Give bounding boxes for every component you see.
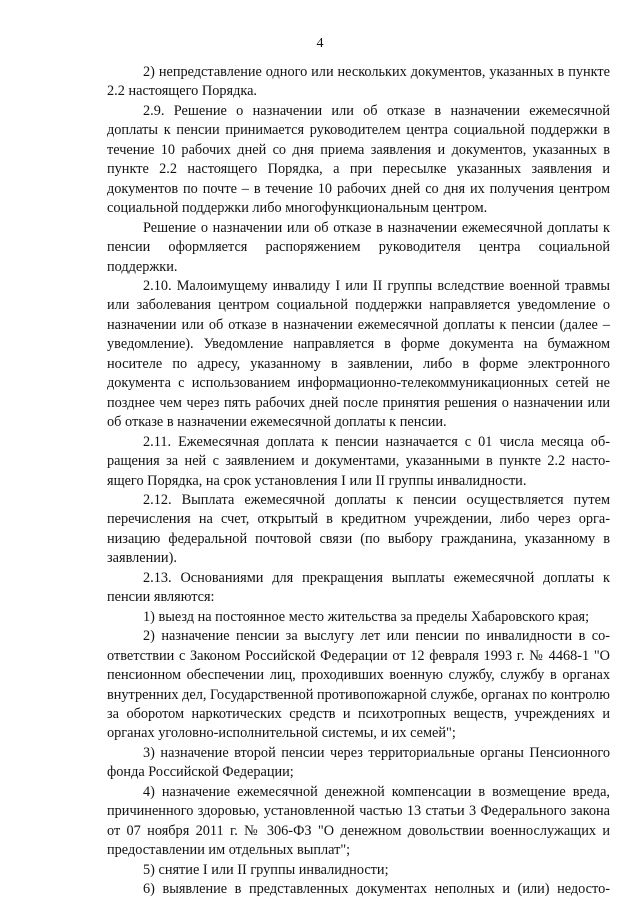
document-body	[107, 63, 610, 899]
paragraph: 2.13. Основаниями для прекращения выплаты ежемесячной доплаты к пенсии являются:	[107, 569, 610, 606]
paragraph: 5) снятие I или II группы инвалидности;	[143, 861, 389, 878]
paragraph: 2.11. Ежемесячная доплата к пенсии назначается с 01 числа месяца обращения за ней с заявлением и документами, указанными в пункте 2.2 настоящего Порядка, на срок установления I или II группы инвалидности.	[107, 433, 610, 489]
paragraph: 2) назначение пенсии за выслугу лет или пенсии по инвалидности в соответствии с Законом Российской Федерации от 12 февраля 1993 г. № 4468-1 "О пенсионном обеспечении лиц, проходивших военную службу, службу в органах внутренних дел, Государственной противопожарной службе, органах по контролю за оборотом наркотических средств и психотропных веществ, учреждениях и органах уголовно-исполнительной системы, и их семей";	[107, 628, 610, 742]
paragraph: 6) выявление в представленных документах неполных и (или) недосто-	[143, 881, 610, 898]
paragraph: 3) назначение второй пенсии через территориальные органы Пенсионного фонда Российской Федерации;	[107, 744, 610, 781]
paragraph: 1) выезд на постоянное место жительства за пределы Хабаровского края;	[143, 608, 590, 625]
paragraph: 2.10. Малоимущему инвалиду I или II группы вследствие военной травмы или заболевания центром социальной поддержки направляется уведомление о назначении или об отказе в назначении ежемесячной доплаты к пенсии (далее – уведомление). Уведомление направляется в форме документа на бумажном носителе по адресу, указанному в заявлении, либо в форме электронного документа с использованием информационно-телекоммуникационных сетей не позднее чем через пять рабочих дней после принятия решения о назначении или об отказе в назначении ежемесячной доплаты к пенсии.	[107, 277, 610, 431]
paragraph: 2.12. Выплата ежемесячной доплаты к пенсии осуществляется путем перечисления на счет, открытый в кредитном учреждении, либо через организацию федеральной почтовой связи (по выбору гражданина, указанному в заявлении).	[107, 491, 610, 567]
paragraph: 2.9. Решение о назначении или об отказе в назначении ежемесячной доплаты к пенсии принимается руководителем центра социальной поддержки в течение 10 рабочих дней со дня приема заявления и документов, указанных в пункте 2.2 настоящего Порядка, а при пересылке указанных заявления и документов по почте – в течение 10 рабочих дней со дня их получения центром социальной поддержки либо многофункциональным центром.	[107, 102, 610, 217]
paragraph: 2) непредставление одного или нескольких документов, указанных в пункте 2.2 настоящего Порядка.	[107, 64, 610, 100]
paragraph: Решение о назначении или об отказе в назначении ежемесячной доплаты к пенсии оформляется распоряжением руководителя центра социальной поддержки.	[107, 219, 610, 275]
paragraph: 4) назначение ежемесячной денежной компенсации в возмещение вреда, причиненного здоровью, установленной частью 13 статьи 3 Федерального закона от 07 ноября 2011 г. № 306-ФЗ "О денежном довольствии военнослужащих и предоставлении им отдельных выплат";	[107, 783, 610, 859]
page-number: 4	[316, 36, 324, 51]
